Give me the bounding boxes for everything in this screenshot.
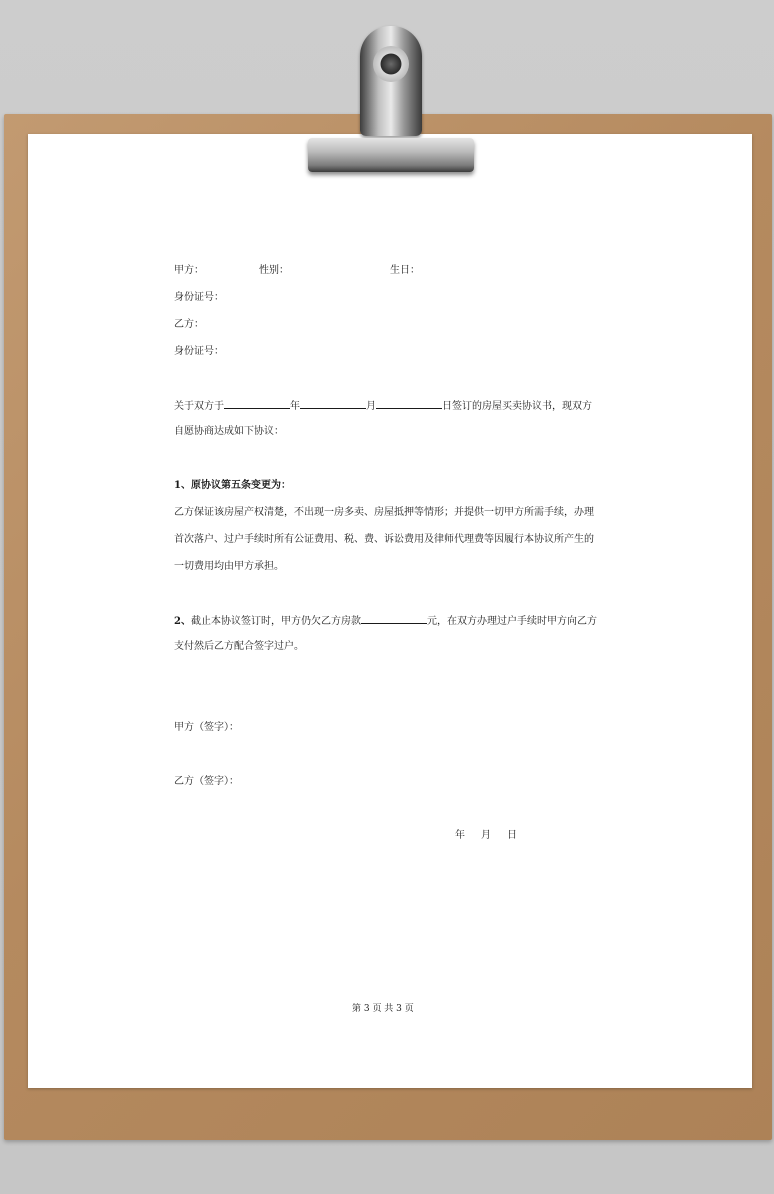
date-year: 年 xyxy=(455,830,465,841)
gender-label: 性别： xyxy=(259,265,289,276)
clause-2-line-1 xyxy=(174,613,597,629)
birth-label: 生日： xyxy=(390,265,420,276)
party-a-label: 甲方： xyxy=(174,265,204,276)
party-b-label: 乙方： xyxy=(174,319,204,330)
intro-line-1 xyxy=(174,398,592,414)
clause-2-suffix: 元，在双方办理过户手续时甲方向乙方 xyxy=(426,616,597,627)
intro-line-2: 自愿协商达成如下协议： xyxy=(174,426,284,437)
intro-year: 年 xyxy=(290,401,300,412)
date-day: 日 xyxy=(507,830,517,841)
clause-1-line: 一切费用均由甲方承担。 xyxy=(174,561,284,572)
clause-2-line-2: 支付然后乙方配合签字过户。 xyxy=(174,641,304,652)
binder-clip-base xyxy=(308,138,474,172)
clause-2-number: 2、 xyxy=(174,616,191,627)
party-b-signature-label: 乙方（签字）： xyxy=(174,776,239,787)
intro-month: 月 xyxy=(366,401,376,412)
day-blank xyxy=(376,398,442,409)
amount-blank xyxy=(361,613,427,624)
clause-2-prefix: 截止本协议签订时，甲方仍欠乙方房款 xyxy=(190,616,361,627)
intro-prefix: 关于双方于 xyxy=(174,401,224,412)
id-number-label-b: 身份证号： xyxy=(174,346,224,357)
page-footer: 第 3 页 共 3 页 xyxy=(352,1004,414,1014)
id-number-label-a: 身份证号： xyxy=(174,292,224,303)
clause-1-title: 1、原协议第五条变更为： xyxy=(174,480,291,491)
party-a-signature-label: 甲方（签字）： xyxy=(174,722,239,733)
date-month: 月 xyxy=(481,830,491,841)
intro-suffix: 日签订的房屋买卖协议书，现双方 xyxy=(442,401,592,412)
clause-1-line: 首次落户、过户手续时所有公证费用、税、费、诉讼费用及律师代理费等因履行本协议所产生的 xyxy=(174,534,594,545)
clause-1-line: 乙方保证该房屋产权清楚，不出现一房多卖、房屋抵押等情形；并提供一切甲方所需手续，办理 xyxy=(174,507,594,518)
binder-clip-hole xyxy=(373,46,409,82)
month-blank xyxy=(300,398,366,409)
year-blank xyxy=(224,398,290,409)
